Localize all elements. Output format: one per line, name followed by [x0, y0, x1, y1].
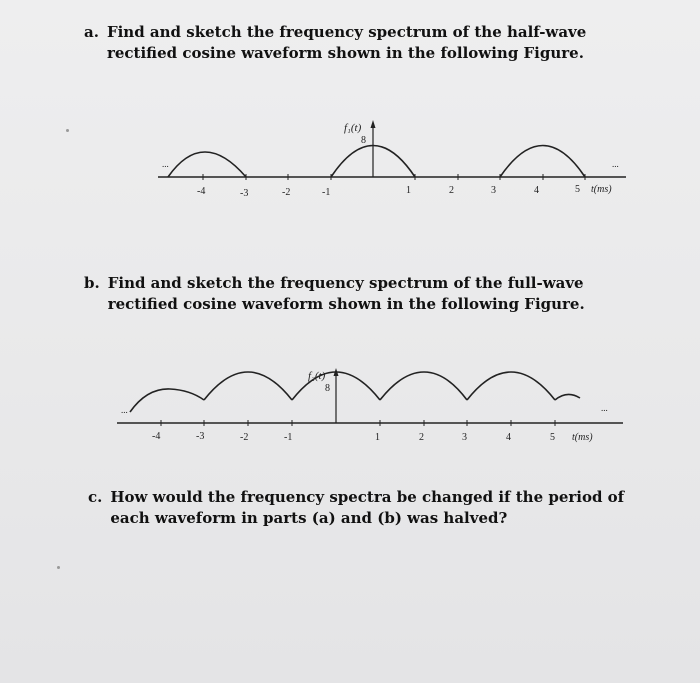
figure-a-tick-label: -4 — [197, 186, 206, 197]
figure-b-right-ellipsis: ... — [601, 403, 608, 413]
figure-a-tick-label: 4 — [534, 185, 539, 196]
figure-b-function-label: f₂(t) — [308, 370, 326, 382]
question-b-label: b. — [84, 274, 100, 292]
paper-speck — [57, 566, 60, 569]
question-a-label: a. — [84, 23, 99, 41]
figure-a-tick-label: -3 — [240, 188, 249, 199]
figure-a-tick-label: 5 — [575, 184, 580, 195]
figure-b-tick-label: 5 — [550, 432, 555, 443]
figure-a-left-ellipsis: ... — [162, 159, 169, 169]
figure-b-tick-label: -2 — [240, 432, 249, 443]
figure-a-tick-label: 2 — [449, 185, 454, 196]
paper-speck — [66, 129, 69, 132]
figure-a-function-label: f₁(t) — [344, 122, 362, 134]
figure-b-tick-labels — [152, 431, 555, 443]
figure-a-tick-label: -1 — [322, 187, 331, 198]
figure-b-left-ellipsis: ... — [121, 405, 128, 415]
figure-b-axis — [117, 368, 623, 426]
question-c-text: How would the frequency spectra be changed if the period of each waveform in parts (a) and (b) was halved? — [110, 488, 625, 527]
figure-b-tick-label: 2 — [419, 432, 424, 443]
figure-b-tick-label: 1 — [375, 432, 380, 443]
question-a-text: Find and sketch the frequency spectrum of the half-wave rectified cosine waveform shown in the following Figure. — [106, 23, 587, 62]
figure-a-tick-label: 3 — [491, 185, 496, 196]
question-c — [88, 487, 650, 529]
question-b-text: Find and sketch the frequency spectrum of the full-wave rectified cosine waveform shown in the following Figure. — [107, 274, 585, 313]
figure-a-peak-label: 8 — [361, 135, 366, 146]
figure-b-peak-label: 8 — [325, 383, 330, 394]
figure-b-tick-label: -3 — [196, 431, 205, 442]
figure-a-tick-label: 1 — [406, 185, 411, 196]
figure-b-tick-label: 3 — [462, 432, 467, 443]
figure-b-tick-label: -4 — [152, 431, 161, 442]
figure-b-tick-label: -1 — [284, 432, 293, 443]
figure-b-tick-label: 4 — [506, 432, 511, 443]
figure-a-tick-label: -2 — [282, 187, 291, 198]
question-c-label: c. — [88, 488, 103, 506]
figure-b-axis-label: t(ms) — [572, 432, 593, 443]
figure-a-axis-label: t(ms) — [591, 184, 612, 195]
figure-b-waveform — [130, 372, 580, 412]
figure-a-right-ellipsis: ... — [612, 159, 619, 169]
